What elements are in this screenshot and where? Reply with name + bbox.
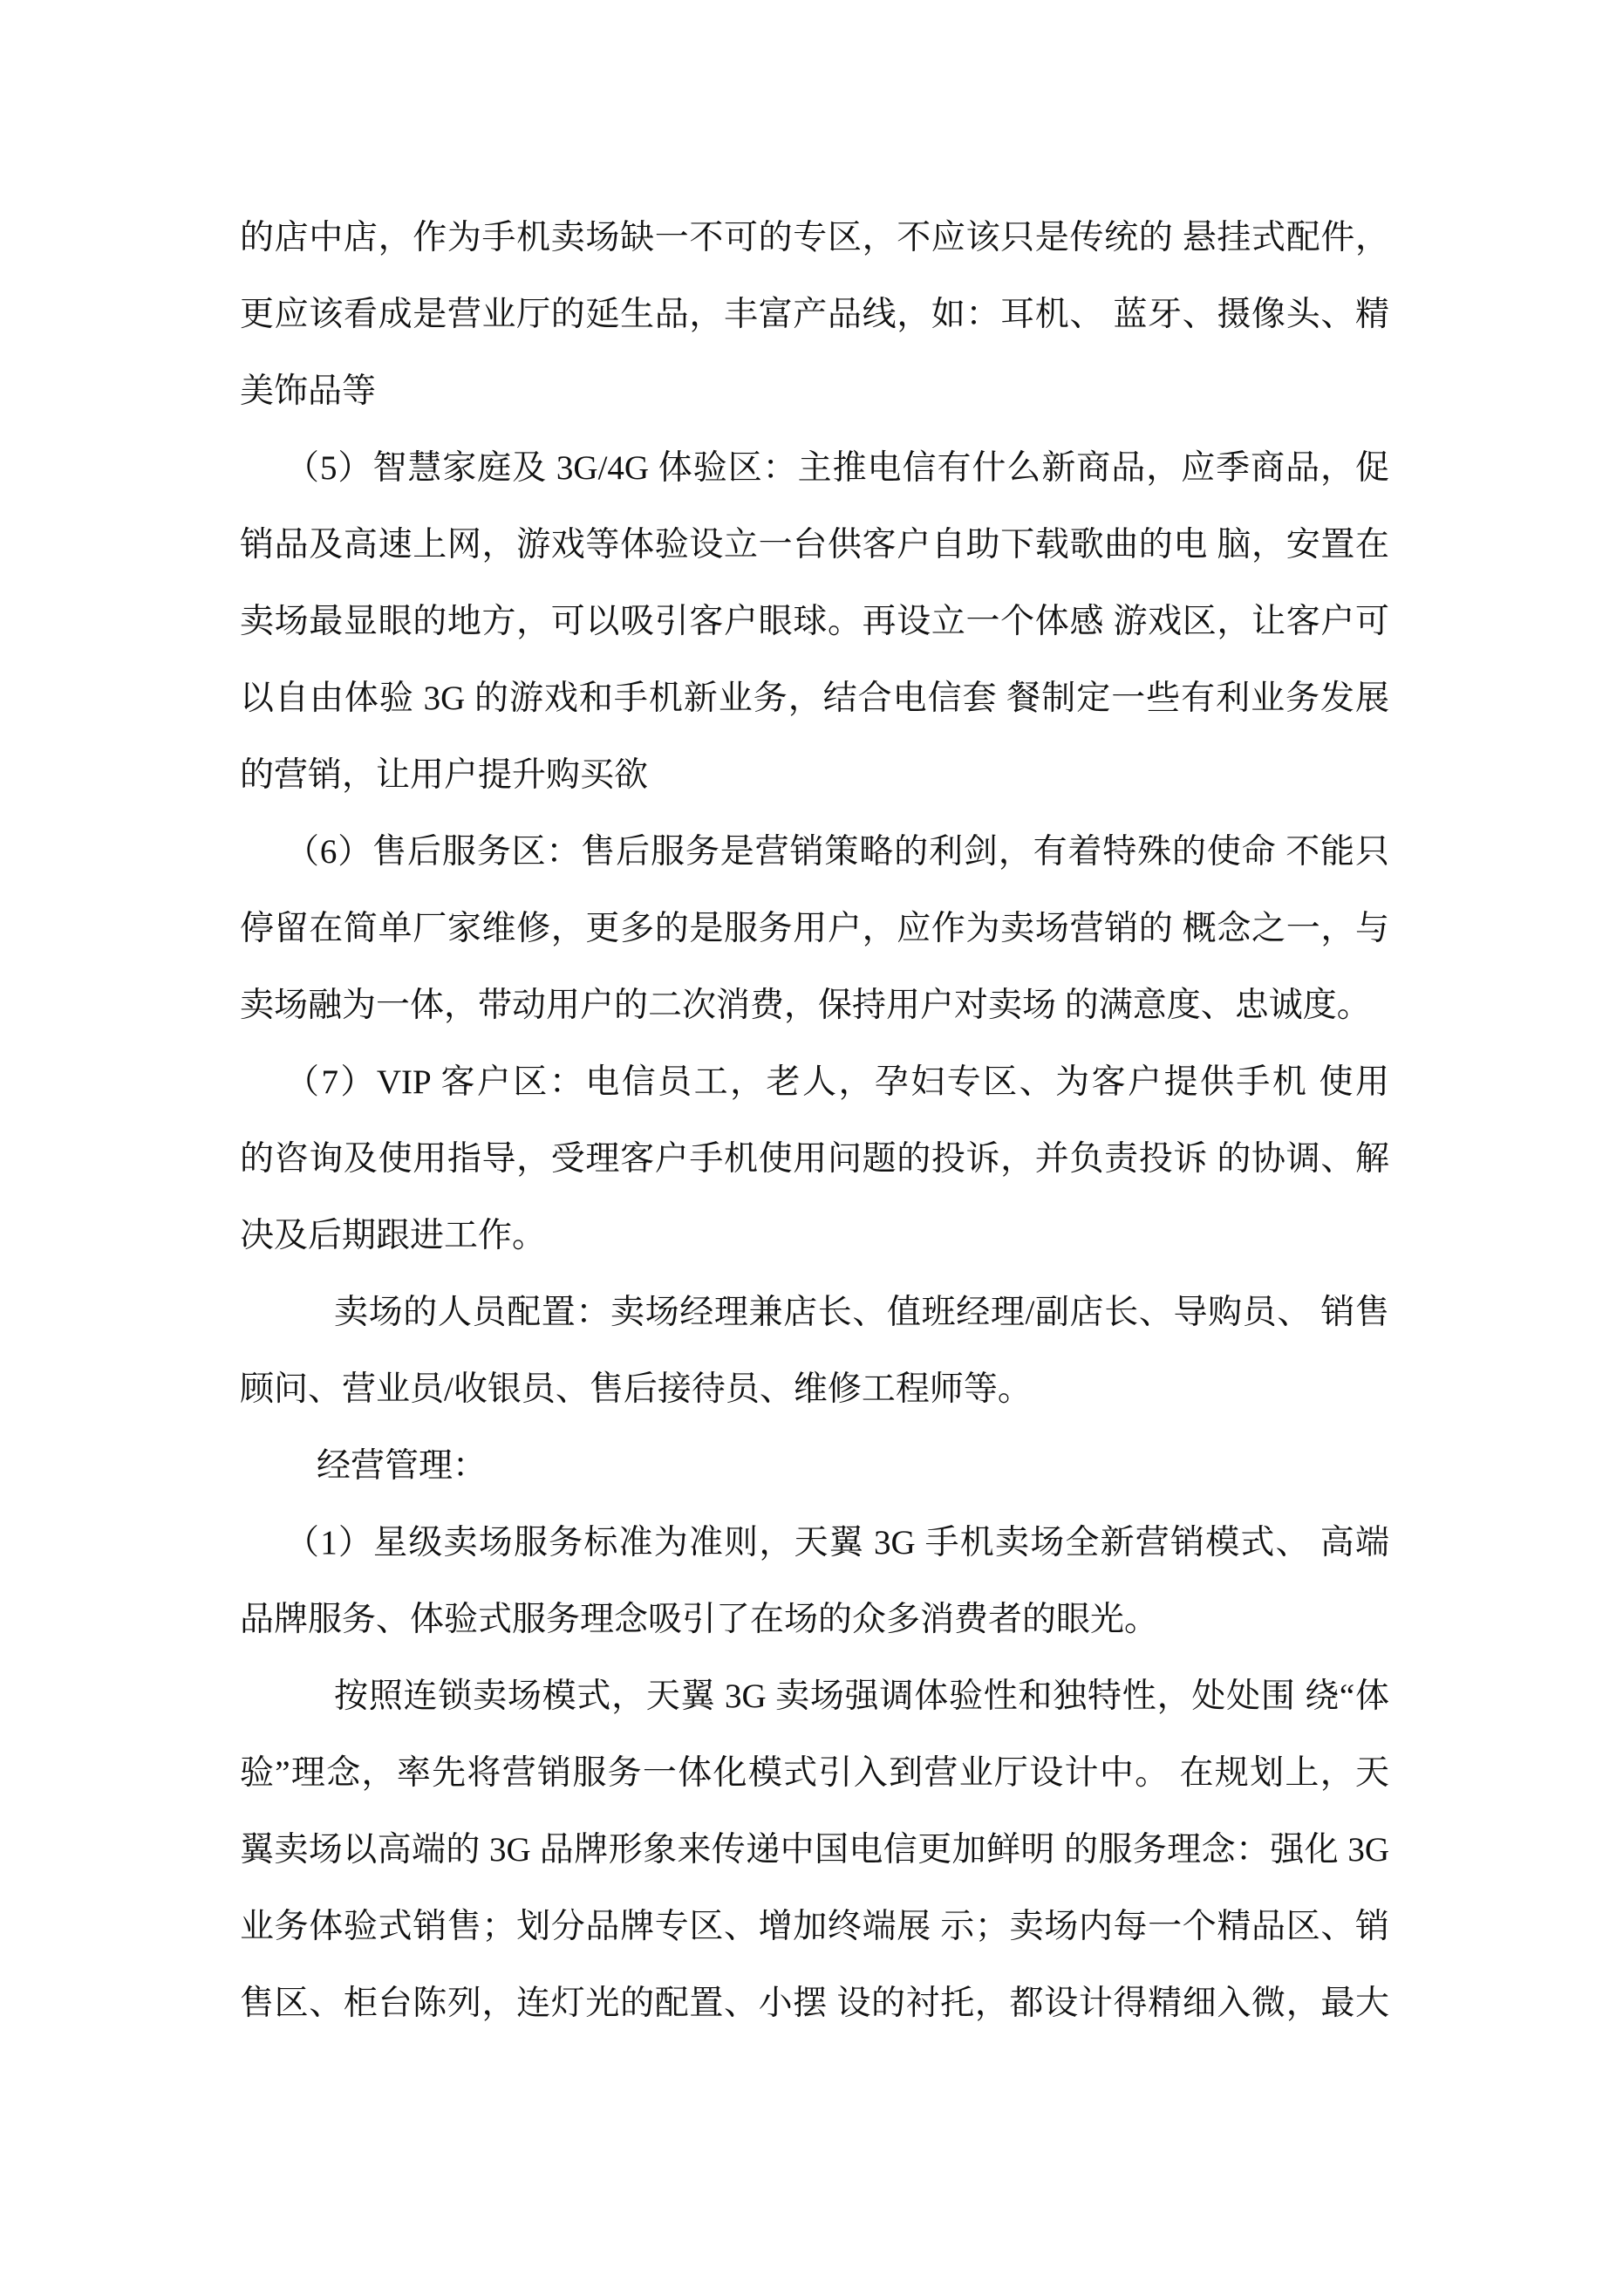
text-line: 翼卖场以高端的 3G 品牌形象来传递中国电信更加鲜明 的服务理念：强化 3G [240, 1831, 1389, 1869]
paragraph-smart-home-zone [240, 430, 1389, 814]
text-line: 停留在简单厂家维修，更多的是服务用户，应作为卖场营销的 概念之一，与 [240, 910, 1389, 947]
text-line: 决及后期跟进工作。 [240, 1217, 547, 1254]
paragraph-staffing [240, 1274, 1389, 1428]
text-line: 以自由体验 3G 的游戏和手机新业务，结合电信套 餐制定一些有利业务发展 [240, 680, 1389, 717]
text-line: （7）VIP 客户区：电信员工，老人，孕妇专区、为客户提供手机 使用 [285, 1063, 1389, 1101]
document-page [240, 200, 1389, 2042]
text-line: 的营销，让用户提升购买欲 [240, 756, 649, 794]
paragraph-store-in-store [240, 200, 1389, 430]
text-line: 品牌服务、体验式服务理念吸引了在场的众多消费者的眼光。 [240, 1601, 1159, 1638]
text-line: （1）星级卖场服务标准为准则，天翼 3G 手机卖场全新营销模式、 高端 [285, 1524, 1389, 1561]
paragraph-vip-zone [240, 1044, 1389, 1274]
text-line: 售区、柜台陈列，连灯光的配置、小摆 设的衬托，都设计得精细入微，最大 [240, 1985, 1389, 2022]
text-line: 卖场融为一体，带动用户的二次消费，保持用户对卖场 的满意度、忠诚度。 [240, 987, 1371, 1024]
text-line: 更应该看成是营业厅的延生品，丰富产品线，如：耳机、 蓝牙、摄像头、精 [240, 296, 1389, 333]
text-line: 销品及高速上网，游戏等体验设立一台供客户自助下载歌曲的电 脑，安置在 [240, 526, 1389, 564]
text-line: 顾问、营业员/收银员、售后接待员、维修工程师等。 [240, 1370, 1032, 1408]
text-line: 的咨询及使用指导，受理客户手机使用问题的投诉，并负责投诉 的协调、解 [240, 1140, 1389, 1178]
paragraph-star-service-standard [240, 1505, 1389, 1658]
text-line: （5）智慧家庭及 3G/4G 体验区：主推电信有什么新商品，应季商品，促 [285, 449, 1389, 487]
text-line: 业务体验式销售；划分品牌专区、增加终端展 示；卖场内每一个精品区、销 [240, 1908, 1389, 1945]
text-line: 美饰品等 [240, 372, 377, 410]
text-line: 验”理念，率先将营销服务一体化模式引入到营业厅设计中。 在规划上，天 [240, 1754, 1389, 1792]
section-heading: 经营管理： [317, 1447, 488, 1485]
paragraph-management-heading [240, 1428, 1389, 1505]
text-line: 按照连锁卖场模式，天翼 3G 卖场强调体验性和独特性，处处围 绕“体 [334, 1678, 1389, 1715]
text-line: 卖场的人员配置：卖场经理兼店长、值班经理/副店长、导购员、 销售 [334, 1294, 1389, 1331]
paragraph-after-sales-zone [240, 814, 1389, 1044]
text-line: 卖场最显眼的地方，可以吸引客户眼球。再设立一个体感 游戏区，让客户可 [240, 603, 1389, 640]
paragraph-chain-store-model [240, 1658, 1389, 2042]
text-line: 的店中店，作为手机卖场缺一不可的专区，不应该只是传统的 悬挂式配件， [240, 219, 1389, 256]
text-line: （6）售后服务区：售后服务是营销策略的利剑，有着特殊的使命 不能只 [285, 833, 1389, 871]
